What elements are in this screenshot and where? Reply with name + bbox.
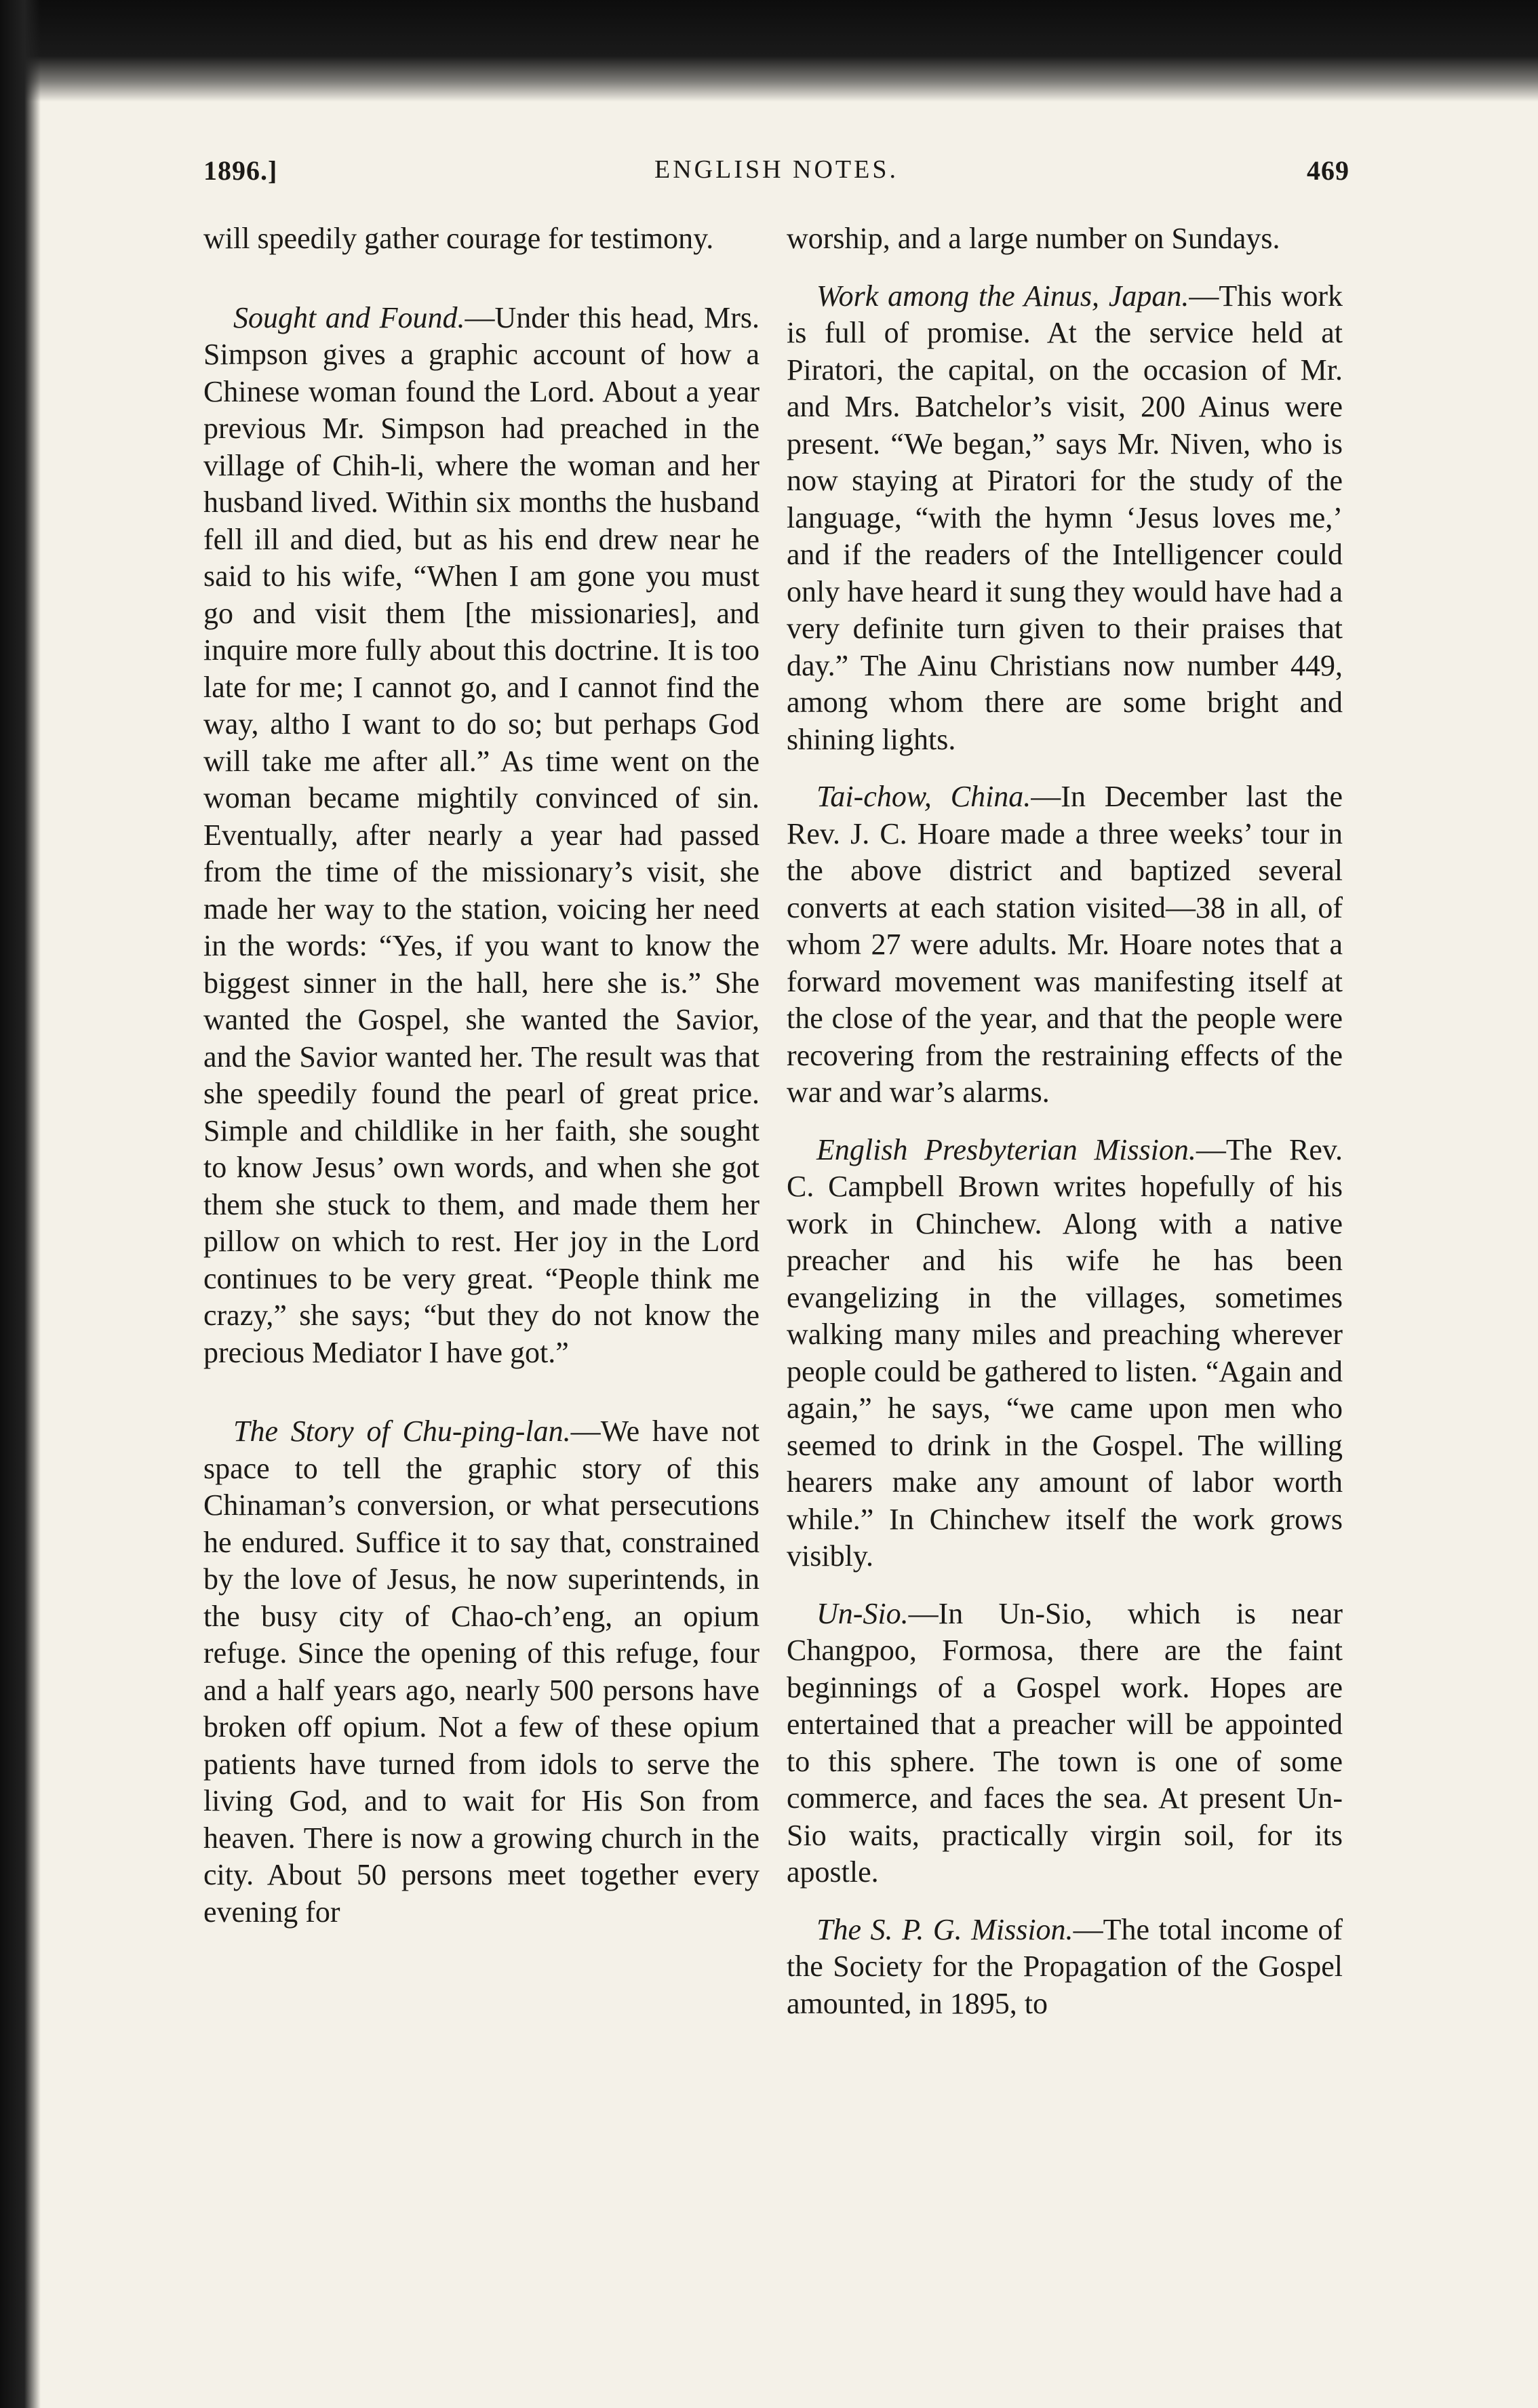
scan-shadow-left: [0, 0, 41, 2408]
section-body: —This work is full of promise. At the service held at Piratori, the capital, on the occasion of Mr. and Mrs. Batchelor’s visit, 200 Ainus were present. “We began,” says Mr. Niven, who is now staying at Piratori for the study of the language, “with the hymn ‘Jesus loves me,’ and if the readers of the Intelligencer could only have heard it sung they would have had a very definite turn given to their praises that day.” The Ainu Christians now number 449, among whom there are some bright and shining lights.: [787, 279, 1343, 756]
page-number: 469: [1307, 155, 1349, 186]
left-column: [203, 220, 760, 1931]
section-body: —The total income of the Society for the Propagation of the Gospel amounted, in 1895, to: [787, 1912, 1343, 2020]
running-header: [203, 155, 1349, 202]
section-title: Sought and Found.: [233, 300, 465, 334]
section-body: —The Rev. C. Campbell Brown writes hopefully of his work in Chinchew. Along with a native preacher and his wife he has been evangelizing in the villages, sometimes walking many miles and preaching wherever people could be gathered to listen. “Again and again,” he says, “we came upon men who seemed to drink in the Gospel. The willing hearers make any amount of labor worth while.” In Chinchew itself the work grows visibly.: [787, 1132, 1343, 1573]
section-title: Tai-chow, China.: [816, 780, 1031, 813]
section-title: English Presbyterian Mission.: [816, 1132, 1196, 1166]
right-column: [787, 220, 1343, 2022]
header-year: 1896.]: [203, 155, 278, 186]
header-title: ENGLISH NOTES.: [654, 155, 899, 184]
paragraph-sought-and-found: [203, 300, 760, 1372]
section-title: Work among the Ainus, Japan.: [816, 279, 1189, 313]
paragraph-chu-ping-lan: [203, 1413, 760, 1931]
section-body: —We have not space to tell the graphic story of this Chinaman’s conversion, or what persecutions he endured. Suffice it to say that, constrained by the love of Jesus, he now superintends, in the busy city of Chao-ch’eng, an opium refuge. Since the opening of this refuge, four and a half years ago, nearly 500 persons have broken off opium. Not a few of these opium patients have turned from idols to serve the living God, and to wait for His Son from heaven. There is now a growing church in the city. About 50 persons meet together every evening for: [203, 1415, 760, 1929]
paragraph-ainus-japan: [787, 278, 1343, 759]
section-body: —Under this head, Mrs. Simpson gives a graphic account of how a Chinese woman found the Lord. About a year previous Mr. Simpson had preached in the village of Chih-li, where the woman and her husband lived. Within six months the husband fell ill and died, but as his end drew near he said to his wife, “When I am gone you must go and visit them [the missionaries], and inquire more fully about this doctrine. It is too late for me; I cannot go, and I cannot find the way, altho I want to do so; but perhaps God will take me after all.” As time went on the woman became mightily convinced of sin. Eventually, after nearly a year had passed from the time of the missionary’s visit, she made her way to the station, voicing her need in the words: “Yes, if you want to know the biggest sinner in the hall, here she is.” She wanted the Gospel, she wanted the Savior, and the Savior wanted her. The result was that she speedily found the pearl of great price. Simple and childlike in her faith, she sought to know Jesus’ own words, and when she got them she stuck to them, and made them her pillow on which to rest. Her joy in the Lord continues to be very great. “People think me crazy,” she says; “but they do not know the precious Mediator I have got.”: [203, 300, 760, 1369]
paragraph-continuation: will speedily gather courage for testimony.: [203, 222, 714, 255]
section-title: The Story of Chu-ping-lan.: [233, 1415, 571, 1448]
section-title: Un-Sio.: [816, 1596, 909, 1630]
paragraph-spg-mission: [787, 1912, 1343, 2023]
paragraph-un-sio: [787, 1596, 1343, 1891]
paragraph-tai-chow: [787, 778, 1343, 1111]
section-body: —In Un-Sio, which is near Changpoo, Formosa, there are the faint beginnings of a Gospel work. Hopes are entertained that a preacher will be appointed to this sphere. The town is one of some commerce, and faces the sea. At present Un-Sio waits, practically virgin soil, for its apostle.: [787, 1596, 1343, 1889]
scan-shadow-top: [0, 0, 1538, 102]
paragraph-english-presbyterian: [787, 1132, 1343, 1575]
section-title: The S. P. G. Mission.: [816, 1912, 1073, 1946]
paragraph-continuation: worship, and a large number on Sundays.: [787, 222, 1280, 255]
section-body: —In December last the Rev. J. C. Hoare made a three weeks’ tour in the above district and baptized several converts at each station visited—38 in all, of whom 27 were adults. Mr. Hoare notes that a forward movement was manifesting itself at the close of the year, and that the people were recovering from the restraining effects of the war and war’s alarms.: [787, 780, 1343, 1109]
